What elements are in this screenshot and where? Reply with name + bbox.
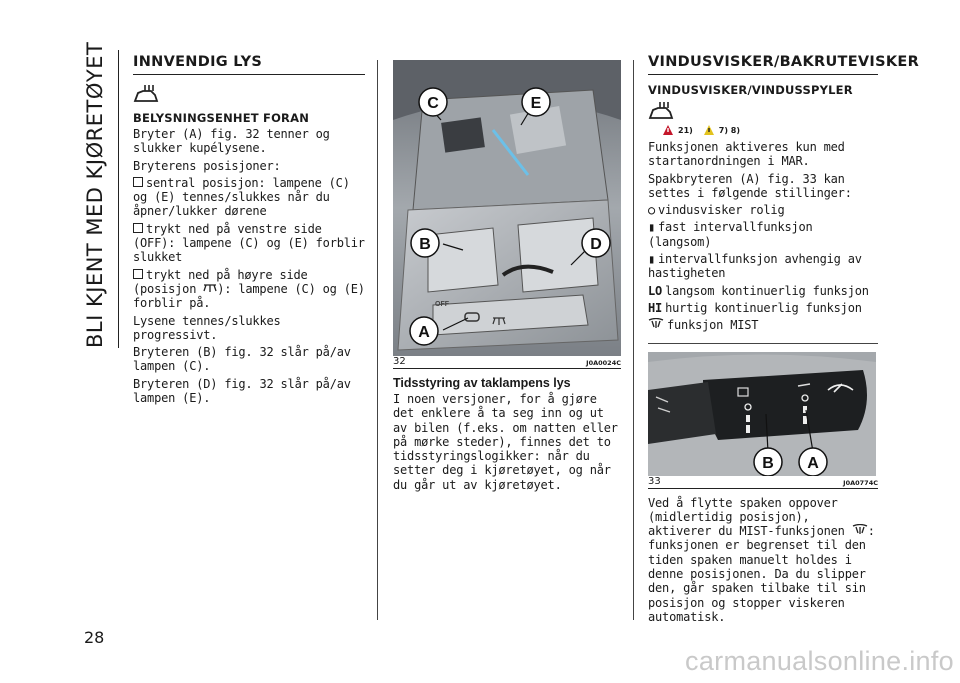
mist-icon xyxy=(852,524,868,535)
bullet-item: sentral posisjon: lampene (C) og (E) tennes/slukkes når du åpner/lukker dørene xyxy=(133,175,350,219)
caution-ref: 7) 8) xyxy=(718,125,741,135)
off-circle-icon: ○ xyxy=(648,203,656,218)
interval-slow-icon: ▮ xyxy=(648,220,656,235)
vehicle-variant-icon xyxy=(648,100,674,120)
vehicle-icon-row xyxy=(648,100,878,122)
danger-icon xyxy=(662,124,674,136)
fig-label-e: E xyxy=(530,95,542,112)
caution-icon xyxy=(703,124,715,136)
figure-number: 33 xyxy=(648,475,661,487)
wiper-stalk-illustration xyxy=(648,352,876,476)
section-heading: VINDUSVISKER/BAKRUTEVISKER xyxy=(648,54,878,75)
subsection-heading: BELYSNINGSENHET FORAN xyxy=(133,111,310,125)
vehicle-variant-icon xyxy=(133,83,159,103)
footer-watermark: carmanualsonline.info xyxy=(685,646,954,676)
wiper-stalk-photo xyxy=(648,352,876,476)
position-item: HI hurtig kontinuerlig funksjon xyxy=(648,300,862,315)
fig-label-b: B xyxy=(419,236,431,253)
interior-lights-section xyxy=(133,54,365,408)
checkbox-bullet-icon xyxy=(133,269,143,279)
position-item: ▮ intervallfunksjon avhengig av hastigheten xyxy=(648,252,862,281)
paragraph: Ved å flytte spaken oppover (midlertidig posisjon), aktiverer du MIST-funksjonen : funksjonen er begrenset til den tiden spaken manuelt holdes i denne posisjonen. Da du slipper den, går spaken tilbake til sin posisjon og stopper viskeren automatisk. xyxy=(648,495,875,624)
fig-label-b: B xyxy=(762,454,774,472)
fig-label-a: A xyxy=(807,454,819,472)
lamp-on-icon xyxy=(203,284,217,293)
position-item: funksjon MIST xyxy=(648,318,878,332)
figure-code: J0A0024C xyxy=(586,359,621,367)
column-divider xyxy=(633,60,634,620)
bullet-item: trykt ned på høyre side (posisjon ): lampene (C) og (E) forblir på. xyxy=(133,267,365,311)
figure-code: J0A0774C xyxy=(843,478,878,487)
paragraph: Spakbryteren (A) fig. 33 kan settes i følgende stillinger: xyxy=(648,171,852,200)
figure-caption xyxy=(393,356,621,369)
figure-32-section xyxy=(393,60,621,495)
subsection-heading: Tidsstyring av taklampens lys xyxy=(393,376,571,390)
fig-label-d: D xyxy=(590,236,602,253)
chapter-rule xyxy=(118,50,119,348)
position-item: ○ vindusvisker rolig xyxy=(648,203,785,218)
position-item: ▮ fast intervallfunksjon (langsom) xyxy=(648,220,813,249)
paragraph: Bryteren (D) fig. 32 slår på/av lampen (E). xyxy=(133,376,351,406)
column-divider xyxy=(377,60,378,620)
page-number: 28 xyxy=(84,628,105,647)
interval-speed-icon: ▮ xyxy=(648,252,656,267)
mist-icon xyxy=(648,318,664,329)
ceiling-light-photo xyxy=(393,60,621,356)
vehicle-icon-row xyxy=(133,83,365,105)
section-heading: INNVENDIG LYS xyxy=(133,54,365,75)
paragraph: Bryter (A) fig. 32 tenner og slukker kupélysene. xyxy=(133,127,330,156)
figure-caption xyxy=(648,476,878,489)
paragraph: I noen versjoner, for å gjøre det enklere å ta seg inn og ut av bilen (f.eks. om natten eller på mørke steder), finnes det to tidsstyringslogikker: når du setter deg i kjøretøyet, og når du går ut av kjøretøyet. xyxy=(393,392,618,492)
divider xyxy=(648,343,878,344)
warning-references xyxy=(662,124,878,136)
subsection-heading: VINDUSVISKER/VINDUSSPYLER xyxy=(648,83,853,97)
paragraph: Bryteren (B) fig. 32 slår på/av lampen (C). xyxy=(133,345,351,374)
chapter-title: BLI KJENT MED KJØRETØYET xyxy=(83,41,107,348)
figure-number: 32 xyxy=(393,356,406,367)
paragraph: Lysene tennes/slukkes progressivt. xyxy=(133,313,281,342)
warning-ref: 21) xyxy=(678,125,693,135)
fig-label-off: OFF xyxy=(435,301,449,308)
checkbox-bullet-icon xyxy=(133,177,143,187)
fig-label-a: A xyxy=(418,324,430,341)
hi-key: HI xyxy=(648,300,663,315)
bullet-item: trykt ned på venstre side (OFF): lampene (C) og (E) forblir slukket xyxy=(133,221,365,265)
fig-label-c: C xyxy=(427,95,439,112)
wiper-section xyxy=(648,54,920,627)
paragraph: Funksjonen aktiveres kun med startanordningen i MAR. xyxy=(648,140,845,169)
paragraph: Bryterens posisjoner: xyxy=(133,158,281,173)
ceiling-light-illustration xyxy=(393,60,621,356)
position-item: LO langsom kontinuerlig funksjon xyxy=(648,283,869,298)
checkbox-bullet-icon xyxy=(133,223,143,233)
lo-key: LO xyxy=(648,283,663,298)
